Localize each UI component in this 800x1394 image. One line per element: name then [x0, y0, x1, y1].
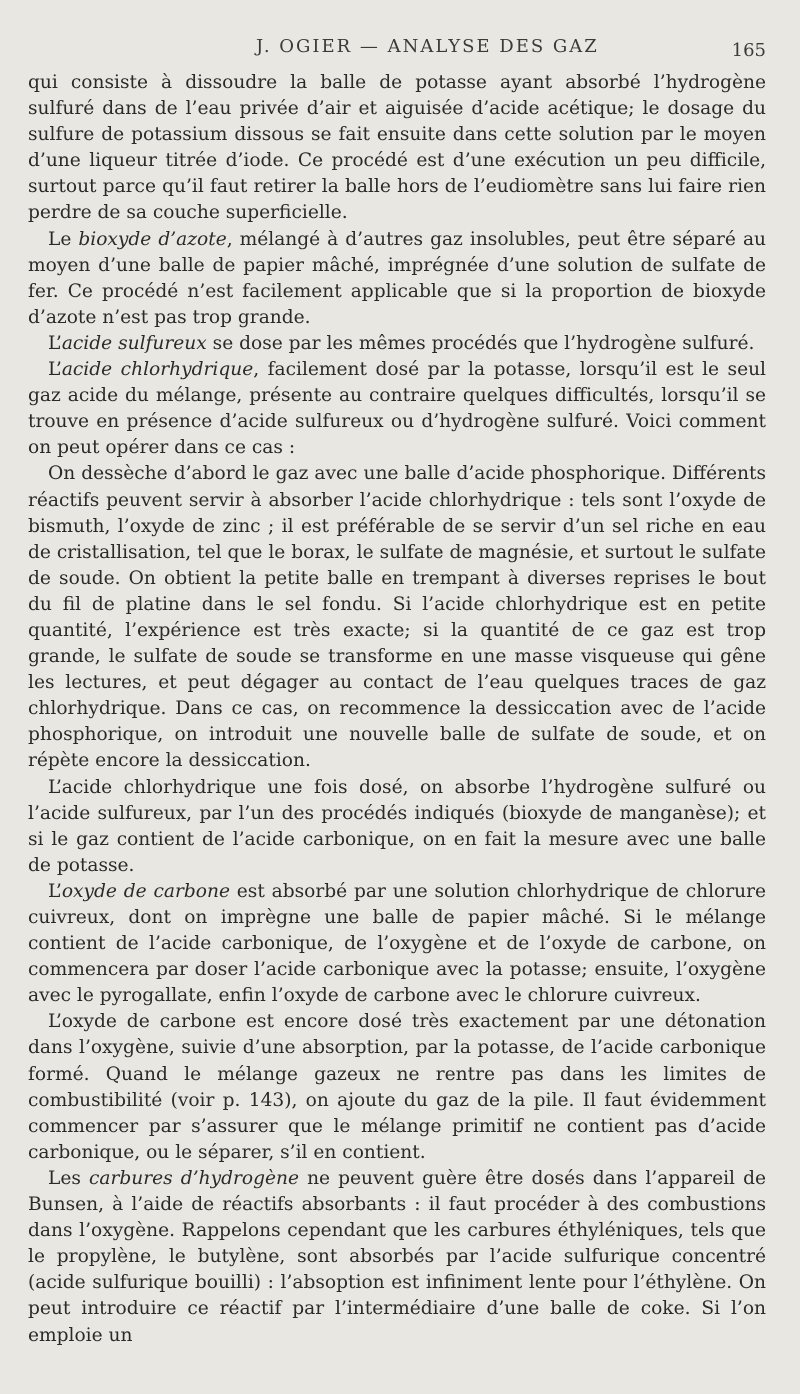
paragraph — [28, 70, 766, 227]
text-run: L’ — [48, 880, 62, 902]
paragraph — [28, 357, 766, 461]
text-run: se dose par les mêmes procédés que l’hydrogène sulfuré. — [206, 332, 755, 354]
text-run: Le — [48, 228, 79, 250]
paragraph — [28, 1166, 766, 1349]
text-run: L’ — [48, 332, 62, 354]
paragraph — [28, 227, 766, 331]
paragraph — [28, 1009, 766, 1166]
italic-term: acide sulfureux — [61, 332, 207, 354]
text-run: ne peuvent guère être dosés dans l’appareil de Bunsen, à l’aide de réactifs absorbants : il faut procéder à des combustions dans l’oxygène. Rappelons cependant que les carbures éthyléniques, tels que le propylène, le butylène, sont absorbés par l’acide sulfurique concentré (acide sulfurique bouilli) : l’absoption est infiniment lente pour l’éthylène. On peut introduire ce réactif par l’intermédiaire d’une balle de coke. Si l’on emploie un — [28, 1167, 766, 1346]
body-text — [28, 70, 766, 1349]
text-run: , facilement dosé par la potasse, lorsqu’il est le seul gaz acide du mélange, présente au contraire quelques difficultés, lorsqu’il se trouve en présence d’acide sulfureux ou d’hydrogène sulfuré. Voici comment on peut opérer dans ce cas : — [28, 359, 767, 459]
italic-term: bioxyde d’azote — [78, 228, 227, 250]
paragraph — [28, 331, 766, 357]
page-header — [28, 0, 766, 70]
page-number: 165 — [731, 40, 766, 61]
text-run: L’oxyde de carbone est encore dosé très exactement par une détonation dans l’oxygène, suivie d’une absorption, par la potasse, de l’acide carbonique formé. Quand le mélange gazeux ne rentre pas dans les limites de combustibilité (voir p. 143), on ajoute du gaz de la pile. Il faut évidemment commencer par s’assurer que le mélange primitif ne contient pas d’acide carbonique, ou le séparer, s’il en contient. — [28, 1011, 766, 1163]
text-run: L’acide chlorhydrique une fois dosé, on absorbe l’hydrogène sulfuré ou l’acide sulfureux, par l’un des procédés indiqués (bioxyde de manganèse); et si le gaz contient de l’acide carbonique, on en fait la mesure avec une balle de potasse. — [28, 776, 766, 876]
italic-term: carbures d’hydrogène — [89, 1167, 299, 1189]
italic-term: acide chlorhydrique — [61, 359, 254, 381]
italic-term: oxyde de carbone — [61, 880, 230, 902]
text-run: est absorbé par une solution chlorhydrique de chlorure cuivreux, dont on imprègne une balle de papier mâché. Si le mélange contient de l’acide carbonique, de l’oxygène et de l’oxyde de carbone, on commencera par doser l’acide carbonique avec la potasse; ensuite, l’oxygène avec le pyrogallate, enfin l’oxyde de carbone avec le chlorure cuivreux. — [28, 880, 766, 1007]
paragraph — [28, 775, 766, 879]
text-run: On dessèche d’abord le gaz avec une balle d’acide phosphorique. Différents réactifs peuvent servir à absorber l’acide chlorhydrique : tels sont l’oxyde de bismuth, l’oxyde de zinc ; il est préférable de se servir d’un sel riche en eau de cristallisation, tel que le borax, le sulfate de magnésie, et surtout le sulfate de soude. On obtient la petite balle en trempant à diverses reprises le bout du fil de platine dans le sel fondu. Si l’acide chlorhydrique est en petite quantité, l’expérience est très exacte; si la quantité de ce gaz est trop grande, le sulfate de soude se transforme en une masse visqueuse qui gêne les lectures, et peut dégager au contact de l’eau quelques traces de gaz chlorhydrique. Dans ce cas, on recommence la dessiccation avec de l’acide phosphorique, on introduit une nouvelle balle de sulfate de soude, et on répète encore la dessiccation. — [28, 463, 766, 772]
text-run: Les — [48, 1167, 89, 1189]
paragraph — [28, 879, 766, 1009]
text-run: qui consiste à dissoudre la balle de potasse ayant absorbé l’hydrogène sulfuré dans de l’eau privée d’air et aiguisée d’acide acétique; le dosage du sulfure de potassium dissous se fait ensuite dans cette solution par le moyen d’une liqueur titrée d’iode. Ce procédé est d’une exécution un peu difficile, surtout parce qu’il faut retirer la balle hors de l’eudiomètre sans lui faire rien perdre de sa couche superficielle. — [28, 72, 766, 224]
text-run: L’ — [48, 359, 62, 381]
running-head: J. OGIER — ANALYSE DES GAZ — [256, 36, 599, 57]
text-run: , mélangé à d’autres gaz insolubles, peut être séparé au moyen d’une balle de papier mâché, imprégnée d’une solution de sulfate de fer. Ce procédé n’est facilement applicable que si la proportion de bioxyde d’azote n’est pas trop grande. — [28, 228, 767, 328]
paragraph — [28, 461, 766, 774]
